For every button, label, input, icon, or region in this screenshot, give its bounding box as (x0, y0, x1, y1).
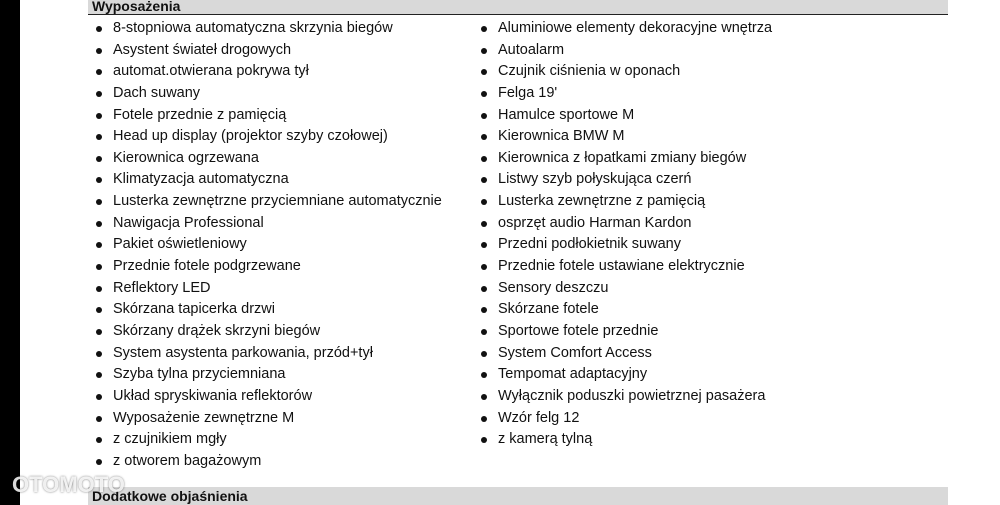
equipment-item (477, 343, 947, 365)
bullet-icon (481, 91, 487, 97)
equipment-item-label: Nawigacja Professional (113, 214, 264, 231)
bullet-icon (96, 264, 102, 270)
equipment-item-label: Head up display (projektor szyby czołowej) (113, 128, 388, 145)
bullet-icon (96, 91, 102, 97)
equipment-item (477, 191, 947, 213)
bullet-icon (481, 416, 487, 422)
bullet-icon (96, 351, 102, 357)
bullet-icon (481, 264, 487, 270)
equipment-item (92, 321, 472, 343)
equipment-item (92, 429, 472, 451)
equipment-item-label: Tempomat adaptacyjny (498, 366, 648, 383)
equipment-item (477, 256, 947, 278)
equipment-item (477, 213, 947, 235)
equipment-item-label: automat.otwierana pokrywa tył (113, 63, 309, 80)
equipment-item-label: 8-stopniowa automatyczna skrzynia biegów (113, 20, 393, 36)
equipment-item-label: Skórzana tapicerka drzwi (113, 301, 275, 318)
equipment-item (92, 18, 472, 40)
bullet-icon (481, 242, 487, 248)
equipment-item-label: Kierownica BMW M (498, 128, 625, 145)
equipment-item-label: Przednie fotele ustawiane elektrycznie (498, 258, 745, 275)
equipment-item (92, 364, 472, 386)
bullet-icon (481, 372, 487, 378)
bullet-icon (481, 156, 487, 162)
bullet-icon (481, 286, 487, 292)
equipment-item-label: Układ spryskiwania reflektorów (113, 387, 313, 404)
equipment-item (477, 299, 947, 321)
equipment-item (92, 105, 472, 127)
bullet-icon (96, 69, 102, 75)
bullet-icon (96, 329, 102, 335)
bullet-icon (96, 242, 102, 248)
equipment-item (477, 83, 947, 105)
equipment-item (92, 343, 472, 365)
bullet-icon (96, 416, 102, 422)
bullet-icon (481, 26, 487, 32)
bullet-icon (481, 113, 487, 119)
equipment-list-right (477, 18, 947, 451)
equipment-item (92, 148, 472, 170)
equipment-item-label: Pakiet oświetleniowy (113, 236, 247, 253)
bullet-icon (96, 156, 102, 162)
bullet-icon (481, 69, 487, 75)
equipment-item-label: Kierownica z łopatkami zmiany biegów (498, 149, 747, 166)
equipment-item-label: Kierownica ogrzewana (113, 149, 259, 166)
equipment-section-header: Wyposażenia (88, 0, 948, 15)
equipment-item (92, 191, 472, 213)
equipment-item-label: Lusterka zewnętrzne przyciemniane automatycznie (113, 193, 442, 210)
equipment-item (477, 408, 947, 430)
equipment-item (477, 278, 947, 300)
equipment-item-label: Wzór felg 12 (498, 409, 580, 426)
equipment-item (477, 61, 947, 83)
bullet-icon (96, 199, 102, 205)
equipment-item-label: Dach suwany (113, 84, 201, 101)
equipment-item (92, 169, 472, 191)
equipment-item (477, 126, 947, 148)
equipment-item-label: Sensory deszczu (498, 279, 609, 296)
equipment-item-label: Sportowe fotele przednie (498, 322, 659, 339)
equipment-item (92, 126, 472, 148)
equipment-item (477, 429, 947, 451)
equipment-item-label: Lusterka zewnętrzne z pamięcią (498, 193, 706, 210)
equipment-item-label: Hamulce sportowe M (498, 106, 635, 123)
equipment-item-label: Przedni podłokietnik suwany (498, 236, 681, 253)
equipment-item (92, 386, 472, 408)
bullet-icon (96, 134, 102, 140)
bullet-icon (481, 134, 487, 140)
equipment-item (92, 234, 472, 256)
equipment-item (92, 61, 472, 83)
bullet-icon (96, 286, 102, 292)
equipment-item-label: z otworem bagażowym (113, 452, 262, 469)
equipment-item-label: Skórzany drążek skrzyni biegów (113, 322, 321, 339)
bullet-icon (96, 372, 102, 378)
equipment-item (92, 278, 472, 300)
bullet-icon (481, 199, 487, 205)
equipment-item (92, 408, 472, 430)
document-page (20, 0, 1000, 505)
notes-section-header: Dodatkowe objaśnienia (88, 487, 948, 505)
bullet-icon (481, 329, 487, 335)
bullet-icon (96, 307, 102, 313)
equipment-item-label: Przednie fotele podgrzewane (113, 258, 301, 275)
equipment-item (477, 105, 947, 127)
otomoto-watermark-logo: OTOMOTO (12, 472, 125, 497)
equipment-item-label: Listwy szyb połyskująca czerń (498, 171, 692, 188)
equipment-item (477, 148, 947, 170)
bullet-icon (481, 437, 487, 443)
bullet-icon (96, 177, 102, 183)
equipment-item (477, 169, 947, 191)
equipment-item (92, 213, 472, 235)
equipment-item (477, 321, 947, 343)
bullet-icon (481, 221, 487, 227)
equipment-item-label: osprzęt audio Harman Kardon (498, 214, 692, 231)
equipment-item (92, 451, 472, 473)
equipment-item (92, 299, 472, 321)
bullet-icon (96, 113, 102, 119)
equipment-item-label: Autoalarm (498, 41, 565, 58)
bullet-icon (96, 221, 102, 227)
equipment-item-label: System Comfort Access (498, 344, 652, 361)
equipment-item-label: Fotele przednie z pamięcią (113, 106, 287, 123)
equipment-item (477, 40, 947, 62)
bullet-icon (96, 26, 102, 32)
equipment-item-label: System asystenta parkowania, przód+tył (113, 344, 373, 361)
equipment-item-label: z kamerą tylną (498, 431, 593, 448)
equipment-item-label: Aluminiowe elementy dekoracyjne wnętrza (498, 20, 773, 36)
bullet-icon (96, 48, 102, 54)
bullet-icon (481, 307, 487, 313)
bullet-icon (481, 394, 487, 400)
equipment-item (477, 234, 947, 256)
equipment-item-label: Szyba tylna przyciemniana (113, 366, 286, 383)
equipment-item (92, 256, 472, 278)
equipment-item (92, 40, 472, 62)
equipment-item-label: Asystent świateł drogowych (113, 41, 292, 58)
bullet-icon (96, 394, 102, 400)
bullet-icon (481, 177, 487, 183)
bullet-icon (96, 437, 102, 443)
equipment-item-label: z czujnikiem mgły (113, 431, 227, 448)
equipment-item-label: Wyposażenie zewnętrzne M (113, 409, 295, 426)
equipment-item-label: Skórzane fotele (498, 301, 599, 318)
equipment-item (477, 386, 947, 408)
bullet-icon (481, 48, 487, 54)
equipment-item (477, 364, 947, 386)
bullet-icon (481, 351, 487, 357)
equipment-item (477, 18, 947, 40)
equipment-item-label: Klimatyzacja automatyczna (113, 171, 289, 188)
equipment-item-label: Czujnik ciśnienia w oponach (498, 63, 681, 80)
equipment-item-label: Reflektory LED (113, 279, 211, 296)
equipment-item-label: Felga 19' (498, 84, 558, 101)
equipment-item-label: Wyłącznik poduszki powietrznej pasażera (498, 387, 766, 404)
equipment-item (92, 83, 472, 105)
bullet-icon (96, 459, 102, 465)
equipment-list-left (92, 18, 472, 472)
